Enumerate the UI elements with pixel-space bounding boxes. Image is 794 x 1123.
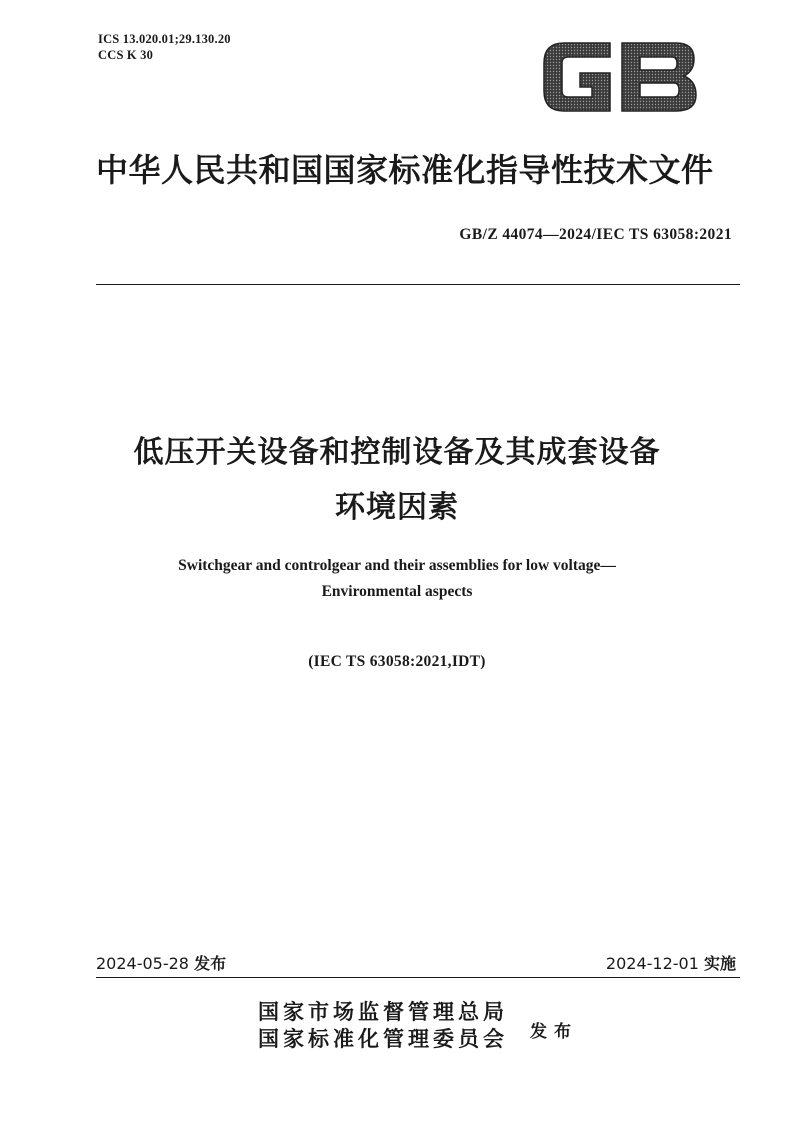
english-title: [40, 553, 754, 605]
header-divider: [96, 284, 740, 285]
issue-date: 2024-05-28: [96, 954, 189, 973]
issue-date-block: [96, 951, 226, 974]
gb-logo: [540, 37, 698, 117]
chinese-title-line1: 低压开关设备和控制设备及其成套设备: [133, 435, 661, 470]
document-type-title: 中华人民共和国国家标准化指导性技术文件: [96, 151, 714, 189]
chinese-title: [40, 425, 754, 535]
issue-label: 发布: [194, 954, 227, 973]
issuing-authorities: [258, 998, 508, 1052]
issuer-sac: 国家标准化管理委员会: [258, 1026, 508, 1051]
publish-label: 发布: [530, 1022, 578, 1042]
equivalence-statement: (IEC TS 63058:2021,IDT): [308, 653, 486, 670]
implement-date-block: [606, 951, 736, 974]
standard-number: GB/Z 44074—2024/IEC TS 63058:2021: [459, 226, 732, 243]
implement-label: 实施: [703, 954, 736, 973]
classification-codes: [98, 31, 231, 63]
ics-code: ICS 13.020.01;29.130.20: [98, 32, 231, 46]
english-title-line2: Environmental aspects: [321, 583, 473, 600]
english-title-line1: Switchgear and controlgear and their assemblies for low voltage—: [178, 557, 616, 574]
implement-date: 2024-12-01: [605, 954, 699, 973]
issuer-samr: 国家市场监督管理总局: [258, 999, 508, 1024]
chinese-title-line2: 环境因素: [335, 490, 459, 525]
footer-divider: [96, 977, 740, 978]
ccs-code: CCS K 30: [98, 48, 154, 62]
